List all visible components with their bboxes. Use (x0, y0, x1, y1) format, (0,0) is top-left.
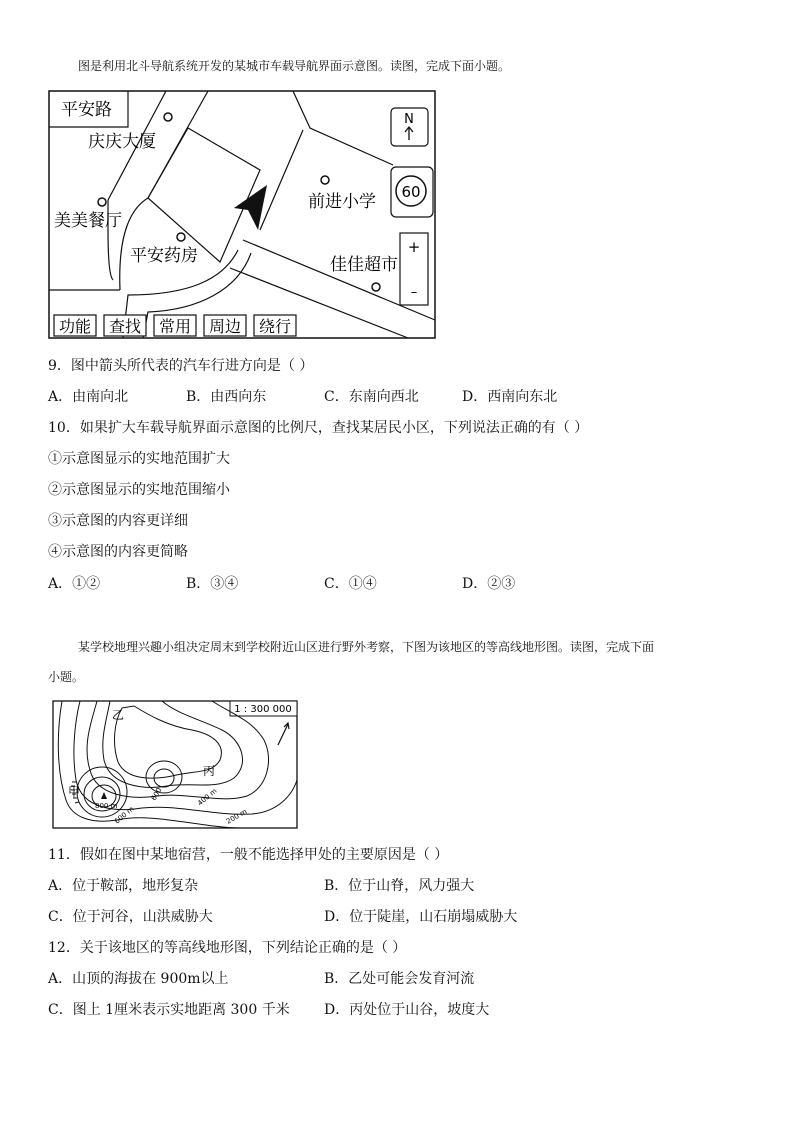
q12-option-d[interactable]: D．丙处位于山谷，坡度大 (324, 1002, 490, 1018)
q10-option-b[interactable]: B．③④ (186, 576, 239, 592)
q11-option-c[interactable]: C．位于河谷，山洪威胁大 (48, 909, 213, 925)
q10-option-c[interactable]: C．①④ (324, 576, 377, 592)
q11-option-d[interactable]: D．位于陡崖，山石崩塌威胁大 (324, 909, 518, 925)
q10-item-1: ①示意图显示的实地范围扩大 (48, 451, 230, 467)
question-9-stem: 9．图中箭头所代表的汽车行进方向是（ ） (48, 358, 314, 374)
search-button[interactable]: 查找 (108, 317, 142, 336)
peak-elevation: 800 m (95, 802, 118, 810)
q10-option-a[interactable]: A．①② (48, 576, 101, 592)
contour-label: 600 m (113, 805, 136, 826)
function-button[interactable]: 功能 (58, 317, 92, 336)
north-label: N (404, 112, 414, 127)
q10-item-4: ④示意图的内容更简略 (48, 544, 188, 560)
label-jia: 甲 (68, 785, 81, 799)
q9-option-a[interactable]: A．由南向北 (48, 389, 129, 405)
question-12-stem: 12．关于该地区的等高线地形图，下列结论正确的是（ ） (48, 940, 407, 956)
q11-option-b[interactable]: B．位于山脊，风力强大 (324, 878, 475, 894)
speed-value: 60 (401, 183, 421, 201)
contour-map (52, 700, 298, 830)
q9-option-b[interactable]: B．由西向东 (186, 389, 267, 405)
road-label: 平安路 (61, 100, 112, 120)
intro-text-2: 某学校地理兴趣小组决定周末到学校附近山区进行野外考察，下图为该地区的等高线地形图。读图，完成下面 (78, 640, 655, 654)
poi-dot (98, 198, 106, 206)
nearby-button[interactable]: 周边 (208, 317, 242, 336)
q9-option-c[interactable]: C．东南向西北 (324, 389, 419, 405)
q12-option-a[interactable]: A．山顶的海拔在 900m以上 (48, 971, 229, 987)
q12-option-b[interactable]: B．乙处可能会发育河流 (324, 971, 475, 987)
function-buttons (54, 315, 296, 336)
label-bing: 丙 (203, 764, 216, 778)
place-label: 前进小学 (308, 192, 376, 212)
poi-dot (164, 113, 172, 121)
poi-dot (372, 283, 380, 291)
q11-option-a[interactable]: A．位于鞍部，地形复杂 (48, 878, 199, 894)
q10-option-d[interactable]: D．②③ (462, 576, 516, 592)
intro-text-2-cont: 小题。 (48, 670, 85, 684)
place-label: 庆庆大厦 (88, 132, 156, 152)
place-label: 佳佳超市 (330, 255, 398, 275)
poi-dot (177, 233, 185, 241)
place-label: 平安药房 (130, 246, 198, 266)
question-10-stem: 10．如果扩大车载导航界面示意图的比例尺，查找某居民小区，下列说法正确的有（ ） (48, 420, 589, 436)
contour-label: 600 (149, 786, 164, 802)
intro-text-1: 图是利用北斗导航系统开发的某城市车载导航界面示意图。读图，完成下面小题。 (78, 59, 511, 73)
label-yi: 乙 (112, 708, 125, 722)
detour-button[interactable]: 绕行 (258, 317, 292, 336)
q12-option-c[interactable]: C．图上 1厘米表示实地距离 300 千米 (48, 1002, 290, 1018)
q10-item-3: ③示意图的内容更详细 (48, 513, 188, 529)
contour-label: 400 m (196, 787, 219, 808)
question-11-stem: 11．假如在图中某地宿营，一般不能选择甲处的主要原因是（ ） (48, 847, 449, 863)
q10-item-2: ②示意图显示的实地范围缩小 (48, 482, 230, 498)
map-scale: 1 : 300 000 (234, 704, 292, 715)
navigation-map (48, 90, 436, 340)
common-button[interactable]: 常用 (158, 317, 192, 336)
zoom-in-button[interactable]: + (407, 238, 421, 256)
zoom-out-button[interactable]: – (410, 285, 418, 300)
q9-option-d[interactable]: D．西南向东北 (462, 389, 558, 405)
poi-dot (321, 176, 329, 184)
place-label: 美美餐厅 (54, 211, 122, 231)
contour-label: 200 m (225, 807, 249, 826)
